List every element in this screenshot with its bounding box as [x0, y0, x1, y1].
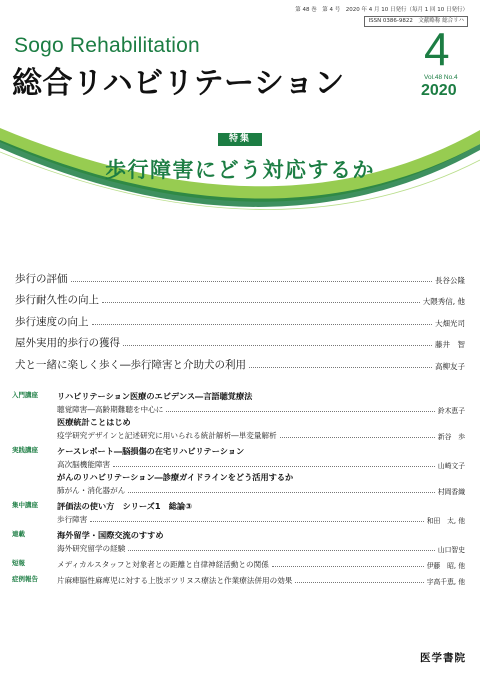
serial-title-text: 医療統計ことはじめ [57, 417, 131, 427]
serial-title-text: 海外留学・国際交流のすすめ [57, 530, 164, 540]
leader-dots [166, 411, 435, 412]
serial-author: 新谷 歩 [437, 433, 465, 441]
serial-article[interactable] [57, 512, 465, 525]
leader-dots [128, 492, 434, 493]
article-author: 大隈秀信, 他 [422, 297, 465, 307]
english-title: Sogo Rehabilitation [14, 34, 200, 57]
serial-author: 山口智史 [437, 546, 465, 554]
article-author: 長谷公隆 [435, 275, 465, 285]
leader-dots [280, 437, 435, 438]
leader-dots [123, 345, 432, 346]
article-title: 歩行速度の向上 [15, 315, 89, 328]
serial-article-text: メディカルスタッフと対象者との距離と自律神経活動との関係 [57, 560, 269, 569]
serial-article-text: 海外研究留学の経験 [57, 544, 126, 553]
volume-line: 第 48 巻 第 4 号 2020 年 4 月 10 日発行（毎月 1 回 10 日発行） [295, 7, 468, 13]
feature-title: 歩行障害にどう対応するか [105, 158, 375, 182]
serial-author: 伊藤 昭, 他 [426, 562, 465, 570]
serial-article[interactable] [57, 428, 465, 441]
issue-number: 4 [424, 23, 450, 75]
section-label: 症例報告 [12, 575, 38, 583]
serial-article[interactable] [57, 541, 465, 554]
feature-article[interactable] [15, 329, 465, 351]
serial-article[interactable] [57, 402, 465, 415]
feature-article-list [15, 264, 465, 372]
serial-article-text: 疫学研究デザインと記述研究に用いられる統計解析―単変量解析 [57, 431, 277, 440]
serial-article-text: 聴覚障害―高齢期難聴を中心に [57, 405, 164, 414]
article-title: 犬と一緒に楽しく歩く―歩行障害と介助犬の利用 [15, 358, 246, 371]
feature-article[interactable] [15, 264, 465, 286]
serial-article-text: 高次脳機能障害 [57, 460, 111, 469]
leader-dots [295, 582, 423, 583]
section-intro-course [12, 389, 465, 441]
article-title: 歩行耐久性の向上 [15, 294, 99, 307]
section-intensive-course [12, 499, 465, 525]
leader-dots [71, 281, 433, 282]
article-author: 藤井 智 [435, 340, 465, 350]
leader-dots [90, 521, 423, 522]
leader-dots [92, 324, 433, 325]
serial-article[interactable] [57, 457, 465, 470]
serial-title[interactable] [57, 444, 465, 457]
serials-list [12, 389, 465, 586]
serial-article-text: 肺がん・消化器がん [57, 486, 126, 495]
section-label: 実践講座 [12, 446, 38, 454]
serial-article[interactable] [57, 483, 465, 496]
serial-title[interactable] [57, 415, 465, 428]
feature-article[interactable] [15, 286, 465, 308]
serial-title[interactable] [57, 389, 465, 402]
serial-author: 山崎文子 [437, 462, 465, 470]
serial-author: 和田 太, 他 [426, 517, 465, 525]
feature-article[interactable] [15, 350, 465, 372]
section-label: 短報 [12, 559, 25, 567]
serial-title-text: ケースレポート―脳損傷の在宅リハビリテーション [57, 446, 245, 456]
serial-author: 鈴木恵子 [437, 407, 465, 415]
serial-article-text: 片麻痺脳性麻痺児に対する上肢ボツリヌス療法と作業療法併用の効果 [57, 576, 293, 585]
japanese-title: 総合リハビリテーション [12, 66, 345, 101]
publisher-name: 医学書院 [420, 652, 466, 664]
section-label: 集中講座 [12, 501, 38, 509]
article-author: 高柳友子 [435, 361, 465, 371]
feature-article[interactable] [15, 307, 465, 329]
volume-number: Vol.48 No.4 [424, 74, 458, 81]
serial-article-text: 歩行障害 [57, 515, 88, 524]
section-series [12, 528, 465, 554]
article-title: 屋外実用的歩行の獲得 [15, 337, 120, 350]
section-label: 入門講座 [12, 391, 38, 399]
article-author: 大畑光司 [435, 318, 465, 328]
leader-dots [249, 367, 432, 368]
article-title: 歩行の評価 [15, 272, 68, 285]
section-case-report [12, 573, 465, 586]
leader-dots [128, 550, 434, 551]
serial-title-text: 評価法の使い方 シリーズ1 総論③ [57, 501, 193, 511]
serial-article[interactable] [57, 557, 465, 570]
leader-dots [113, 466, 435, 467]
serial-title[interactable] [57, 470, 465, 483]
serial-author: 村岡香織 [437, 488, 465, 496]
serial-article[interactable] [57, 573, 465, 586]
serial-title-text: がんのリハビリテーション―診療ガイドラインをどう活用するか [57, 472, 294, 482]
serial-title-text: リハビリテーション医療のエビデンス―言語聴覚療法 [57, 391, 253, 401]
serial-title[interactable] [57, 499, 465, 512]
serial-title[interactable] [57, 528, 465, 541]
leader-dots [102, 302, 420, 303]
section-practice-course [12, 444, 465, 496]
leader-dots [272, 566, 424, 567]
section-short-report [12, 557, 465, 570]
serial-author: 宇高千恵, 他 [426, 578, 465, 586]
feature-tag: 特集 [218, 133, 262, 146]
issue-year: 2020 [421, 82, 457, 99]
section-label: 連載 [12, 530, 25, 538]
issn-line: ISSN 0386-9822 文献略称 総合リハ [364, 16, 468, 27]
